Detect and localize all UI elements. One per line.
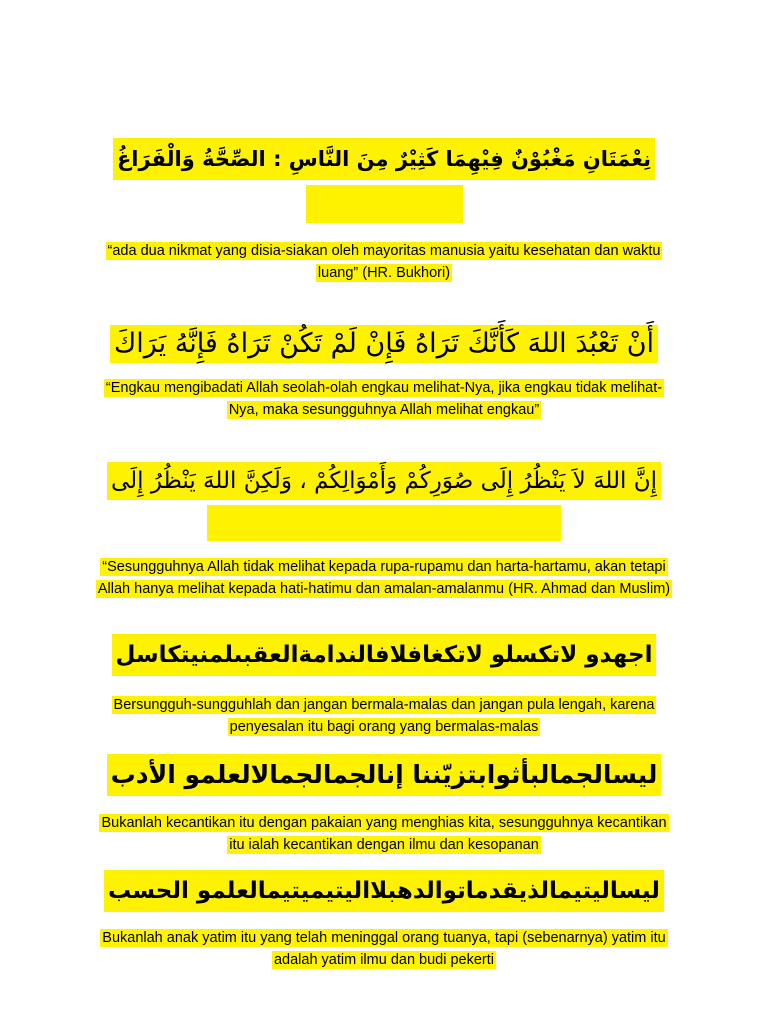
arabic-line-1 xyxy=(0,138,768,180)
translation-text-5: Bukanlah kecantikan itu dengan pakaian yang menghias kita, sesungguhnya kecantikan itu ialah kecantikan dengan ilmu dan kesopanan xyxy=(101,815,667,853)
arabic-text-5: ليسالجمالبأثوابتزيّننا إنالجمالجمالالعلمو الأدب xyxy=(107,754,662,796)
arabic-text-6: ليساليتيمالذيقدماتوالدهبلااليتيميتيمالعلمو الحسب xyxy=(104,870,664,912)
arabic-line-6 xyxy=(0,870,768,912)
translation-block-6 xyxy=(0,927,768,971)
arabic-line-4 xyxy=(0,634,768,676)
translation-text-4: Bersungguh-sungguhlah dan jangan bermala-malas dan jangan pula lengah, karena penyesalan itu bagi orang yang bermalas-malas xyxy=(113,697,655,735)
arabic-text-1: نِعْمَتَانِ مَغْبُوْنٌ فِيْهِمَا كَثِيْرٌ مِنَ النَّاسِ : الصِّحَّةُ وَالْفَرَاغُ xyxy=(113,138,655,180)
translation-text-6: Bukanlah anak yatim itu yang telah meninggal orang tuanya, tapi (sebenarnya) yatim itu adalah yatim ilmu dan budi pekerti xyxy=(102,930,666,968)
highlight-bar-1 xyxy=(306,185,463,223)
arabic-line-5 xyxy=(0,754,768,796)
translation-block-4 xyxy=(0,694,768,738)
arabic-text-4: اجهدو لاتكسلو لاتكغافلافالندامةالعقبىلمنيتكاسل xyxy=(112,634,657,676)
translation-block-5 xyxy=(0,812,768,856)
arabic-text-2: أَنْ تَعْبُدَ اللهَ كَأَنَّكَ تَرَاهُ فَإِنْ لَمْ تَكُنْ تَرَاهُ فَإِنَّهُ يَرَاكَ xyxy=(110,325,658,363)
translation-block-2 xyxy=(0,377,768,421)
arabic-text-3: إِنَّ اللهَ لاَ يَنْظُرُ إِلَى صُوَرِكُمْ وَأَمْوَالِكُمْ ، وَلَكِنَّ اللهَ يَنْظُرُ إِلَى xyxy=(107,462,661,500)
translation-text-1: “ada dua nikmat yang disia-siakan oleh mayoritas manusia yaitu kesehatan dan waktu luang” (HR. Bukhori) xyxy=(107,243,661,281)
translation-text-3: “Sesungguhnya Allah tidak melihat kepada rupa-rupamu dan harta-hartamu, akan tetapi Allah hanya melihat kepada hati-hatimu dan amalan-amalanmu (HR. Ahmad dan Muslim) xyxy=(97,559,671,597)
translation-block-1 xyxy=(0,240,768,284)
translation-text-2: “Engkau mengibadati Allah seolah-olah engkau melihat-Nya, jika engkau tidak melihat-Nya, maka sesungguhnya Allah melihat engkau” xyxy=(105,380,663,418)
highlight-bar-3 xyxy=(207,505,561,541)
arabic-line-3 xyxy=(0,462,768,500)
translation-block-3 xyxy=(0,556,768,600)
arabic-line-2 xyxy=(0,325,768,363)
